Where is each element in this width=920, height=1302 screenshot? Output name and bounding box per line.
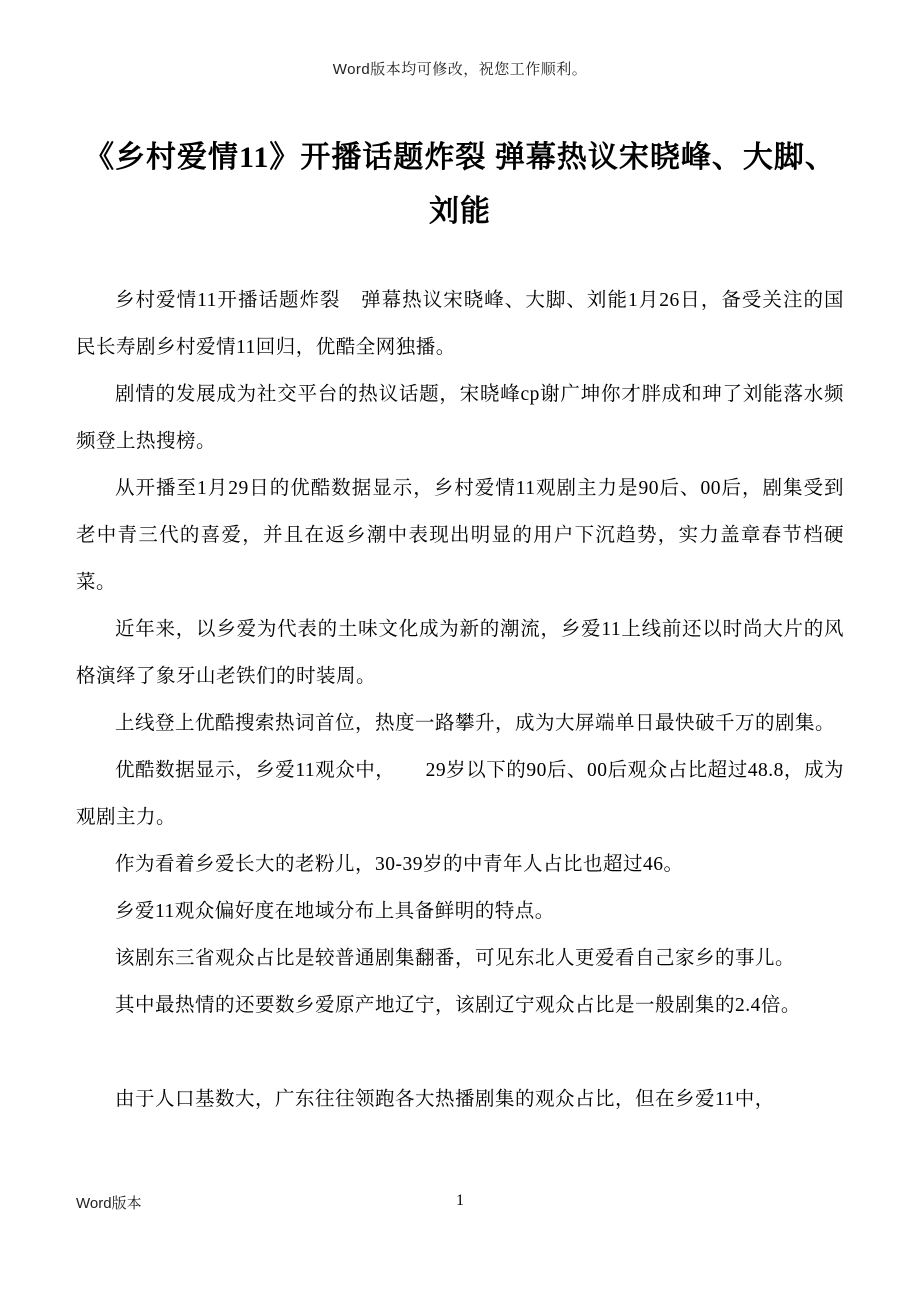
paragraph: 其中最热情的还要数乡爱原产地辽宁，该剧辽宁观众占比是一般剧集的2.4倍。	[115, 995, 801, 1016]
paragraph: 作为看着乡爱长大的老粉儿，30-39岁的中青年人占比也超过46。	[115, 854, 684, 875]
paragraph: 由于人口基数大，广东往往领跑各大热播剧集的观众占比，但在乡爱11中，	[115, 1089, 775, 1110]
paragraph: 上线登上优酷搜索热词首位，热度一路攀升，成为大屏端单日最快破千万的剧集。	[115, 713, 836, 734]
footer-label: Word版本	[76, 1195, 142, 1212]
paragraph: 乡爱11观众偏好度在地域分布上具备鲜明的特点。	[115, 901, 555, 922]
paragraph: 优酷数据显示，乡爱11观众中， 29岁以下的90后、00后观众占比超过48.8，成为观剧主力。	[76, 760, 844, 828]
document-body	[76, 277, 844, 1123]
document-title: 《乡村爱情11》开播话题炸裂 弹幕热议宋晓峰、大脚、刘能	[84, 141, 836, 228]
paragraph: 剧情的发展成为社交平台的热议话题，宋晓峰cp谢广坤你才胖成和珅了刘能落水频频登上热搜榜。	[76, 384, 844, 452]
empty-paragraph	[76, 1029, 844, 1076]
paragraph: 从开播至1月29日的优酷数据显示，乡村爱情11观剧主力是90后、00后，剧集受到老中青三代的喜爱，并且在返乡潮中表现出明显的用户下沉趋势，实力盖章春节档硬菜。	[76, 478, 844, 593]
paragraph: 近年来，以乡爱为代表的土味文化成为新的潮流，乡爱11上线前还以时尚大片的风格演绎了象牙山老铁们的时装周。	[76, 619, 844, 687]
paragraph: 乡村爱情11开播话题炸裂 弹幕热议宋晓峰、大脚、刘能1月26日，备受关注的国民长寿剧乡村爱情11回归，优酷全网独播。	[76, 290, 844, 358]
page-footer	[0, 1184, 920, 1302]
header-note: Word版本均可修改，祝您工作顺利。	[332, 61, 588, 78]
page-number: 1	[456, 1192, 464, 1209]
paragraph: 该剧东三省观众占比是较普通剧集翻番，可见东北人更爱看自己家乡的事儿。	[115, 948, 796, 969]
